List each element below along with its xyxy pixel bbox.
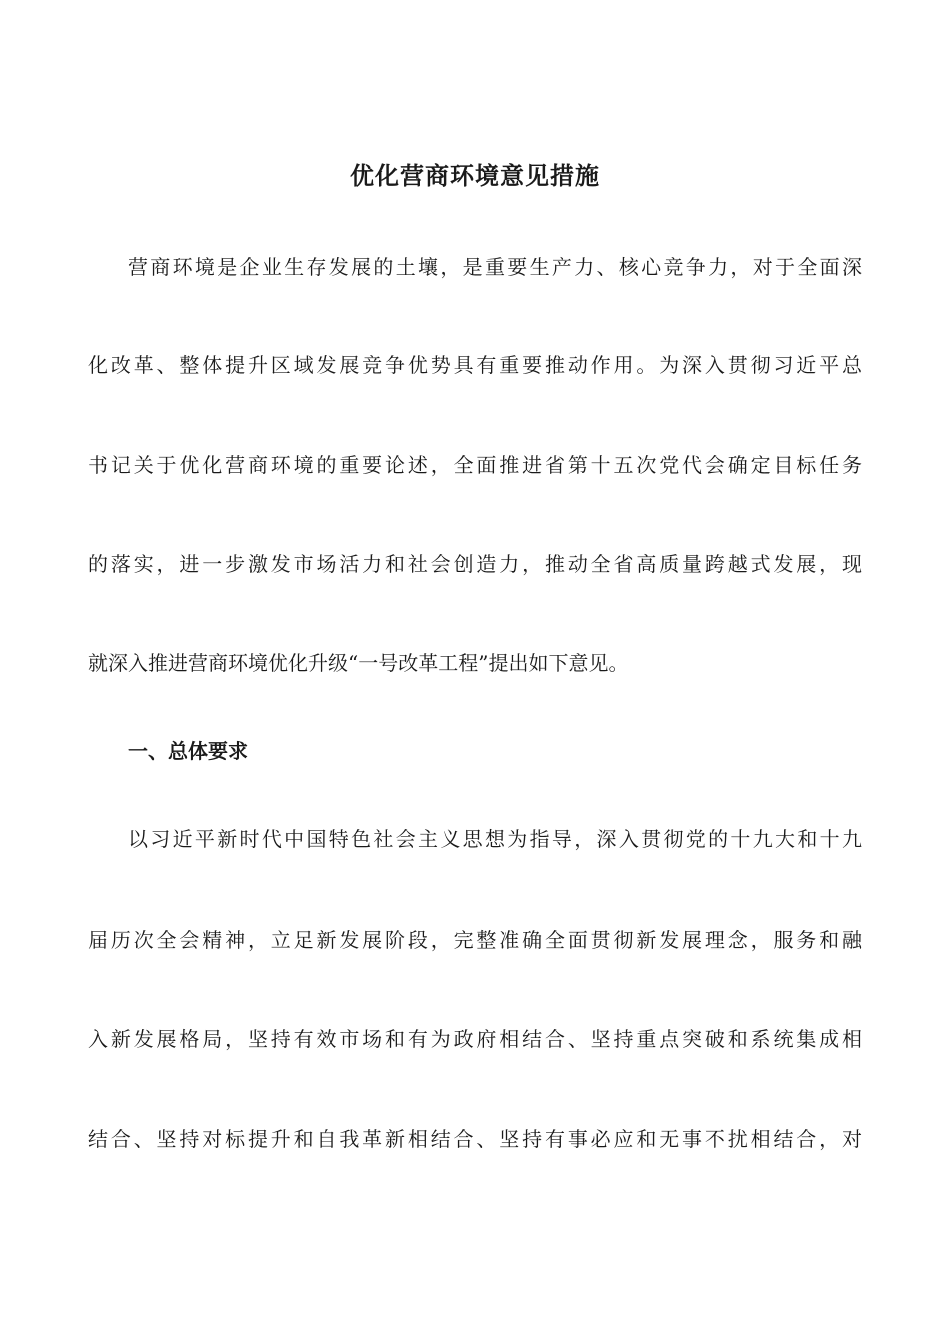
paragraph-line: 以习近平新时代中国特色社会主义思想为指导，深入贯彻党的十九大和十九 bbox=[128, 827, 862, 851]
paragraph-line: 书记关于优化营商环境的重要论述，全面推进省第十五次党代会确定目标任务 bbox=[88, 453, 862, 477]
paragraph-line: 化改革、整体提升区域发展竞争优势具有重要推动作用。为深入贯彻习近平总 bbox=[88, 353, 862, 377]
document-title: 优化营商环境意见措施 bbox=[350, 161, 600, 190]
paragraph-line: 入新发展格局，坚持有效市场和有为政府相结合、坚持重点突破和系统集成相 bbox=[88, 1027, 862, 1051]
paragraph-line: 的落实，进一步激发市场活力和社会创造力，推动全省高质量跨越式发展，现 bbox=[88, 552, 862, 576]
paragraph-line: 就深入推进营商环境优化升级“一号改革工程”提出如下意见。 bbox=[88, 651, 629, 675]
paragraph-line: 届历次全会精神，立足新发展阶段，完整准确全面贯彻新发展理念，服务和融 bbox=[88, 928, 862, 952]
section-heading: 一、总体要求 bbox=[128, 739, 248, 763]
paragraph-line: 结合、坚持对标提升和自我革新相结合、坚持有事必应和无事不扰相结合，对 bbox=[88, 1127, 862, 1151]
paragraph-line: 营商环境是企业生存发展的土壤，是重要生产力、核心竞争力，对于全面深 bbox=[128, 255, 862, 279]
